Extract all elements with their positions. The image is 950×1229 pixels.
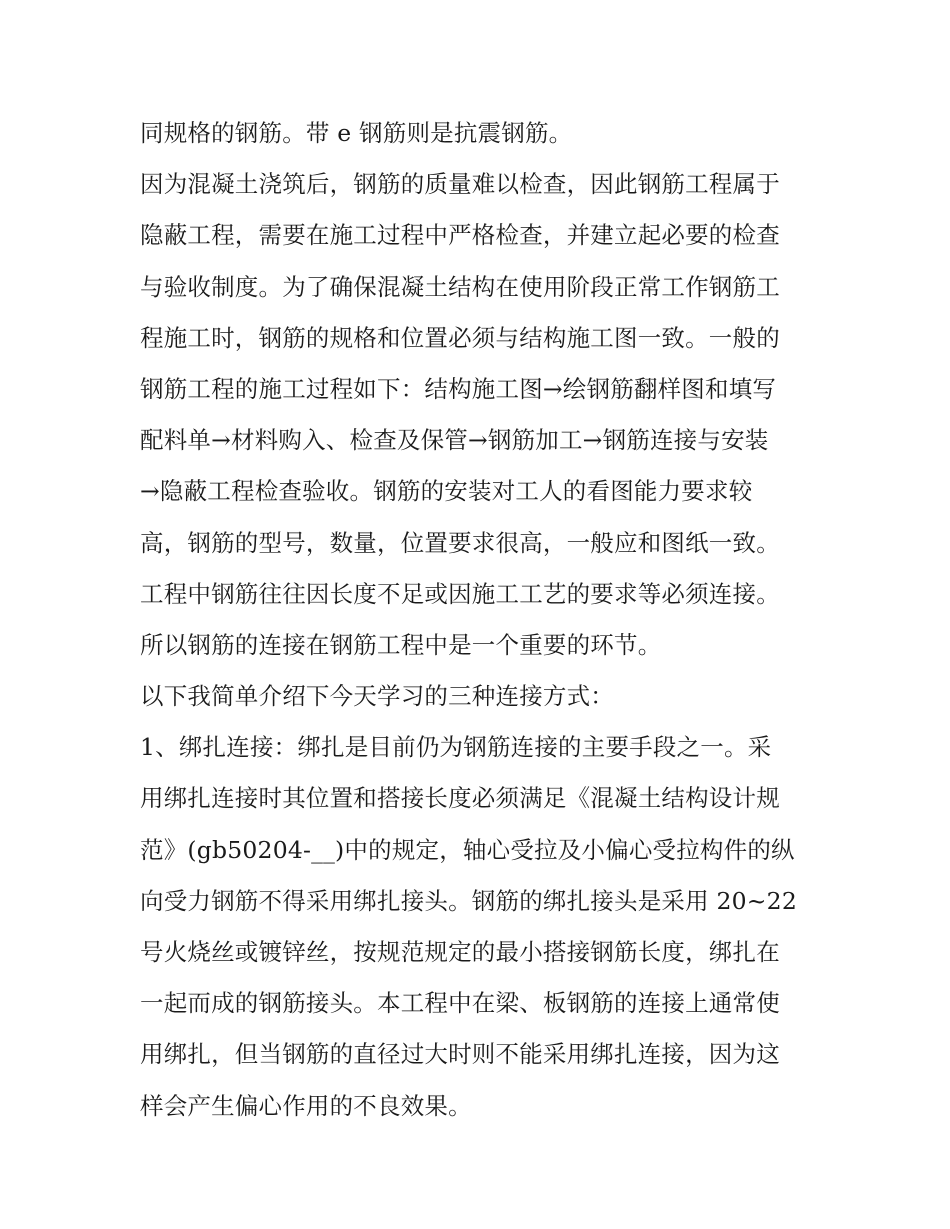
text-line: 同规格的钢筋。带 e 钢筋则是抗震钢筋。 xyxy=(140,119,573,147)
text-line: 高，钢筋的型号，数量，位置要求很高，一般应和图纸一致。 xyxy=(140,528,780,557)
text-line: 向受力钢筋不得采用绑扎接头。钢筋的绑扎接头是采用 20~22 xyxy=(140,886,797,915)
text-line: 1、绑扎连接：绑扎是目前仍为钢筋连接的主要手段之一。采 xyxy=(140,733,772,762)
text-line: 因为混凝土浇筑后，钢筋的质量难以检查，因此钢筋工程属于 xyxy=(140,170,780,199)
text-line: 配料单→材料购入、检查及保管→钢筋加工→钢筋连接与安装 xyxy=(140,426,769,455)
text-line: 程施工时，钢筋的规格和位置必须与结构施工图一致。一般的 xyxy=(140,323,780,352)
document-body xyxy=(140,108,820,1132)
text-line: 以下我简单介绍下今天学习的三种连接方式： xyxy=(140,682,614,711)
text-line: 隐蔽工程，需要在施工过程中严格检查，并建立起必要的检查 xyxy=(140,221,780,250)
text-line: 范》(gb50204-__)中的规定，轴心受拉及小偏心受拉构件的纵 xyxy=(140,835,795,864)
text-line: 用绑扎，但当钢筋的直径过大时则不能采用绑扎连接，因为这 xyxy=(140,1040,780,1069)
text-line: 号火烧丝或镀锌丝，按规范规定的最小搭接钢筋长度，绑扎在 xyxy=(140,938,780,966)
text-line: 钢筋工程的施工过程如下：结构施工图→绘钢筋翻样图和填写 xyxy=(140,374,777,403)
text-line: 一起而成的钢筋接头。本工程中在梁、板钢筋的连接上通常使 xyxy=(140,989,780,1018)
text-line: 与验收制度。为了确保混凝土结构在使用阶段正常工作钢筋工 xyxy=(140,272,780,301)
text-line: 用绑扎连接时其位置和搭接长度必须满足《混凝土结构设计规 xyxy=(140,784,780,813)
text-line: 样会产生偏心作用的不良效果。 xyxy=(140,1091,472,1120)
text-line: →隐蔽工程检查验收。钢筋的安装对工人的看图能力要求较 xyxy=(140,477,753,506)
text-line: 所以钢筋的连接在钢筋工程中是一个重要的环节。 xyxy=(140,630,662,659)
text-line: 工程中钢筋往往因长度不足或因施工工艺的要求等必须连接。 xyxy=(140,579,780,608)
